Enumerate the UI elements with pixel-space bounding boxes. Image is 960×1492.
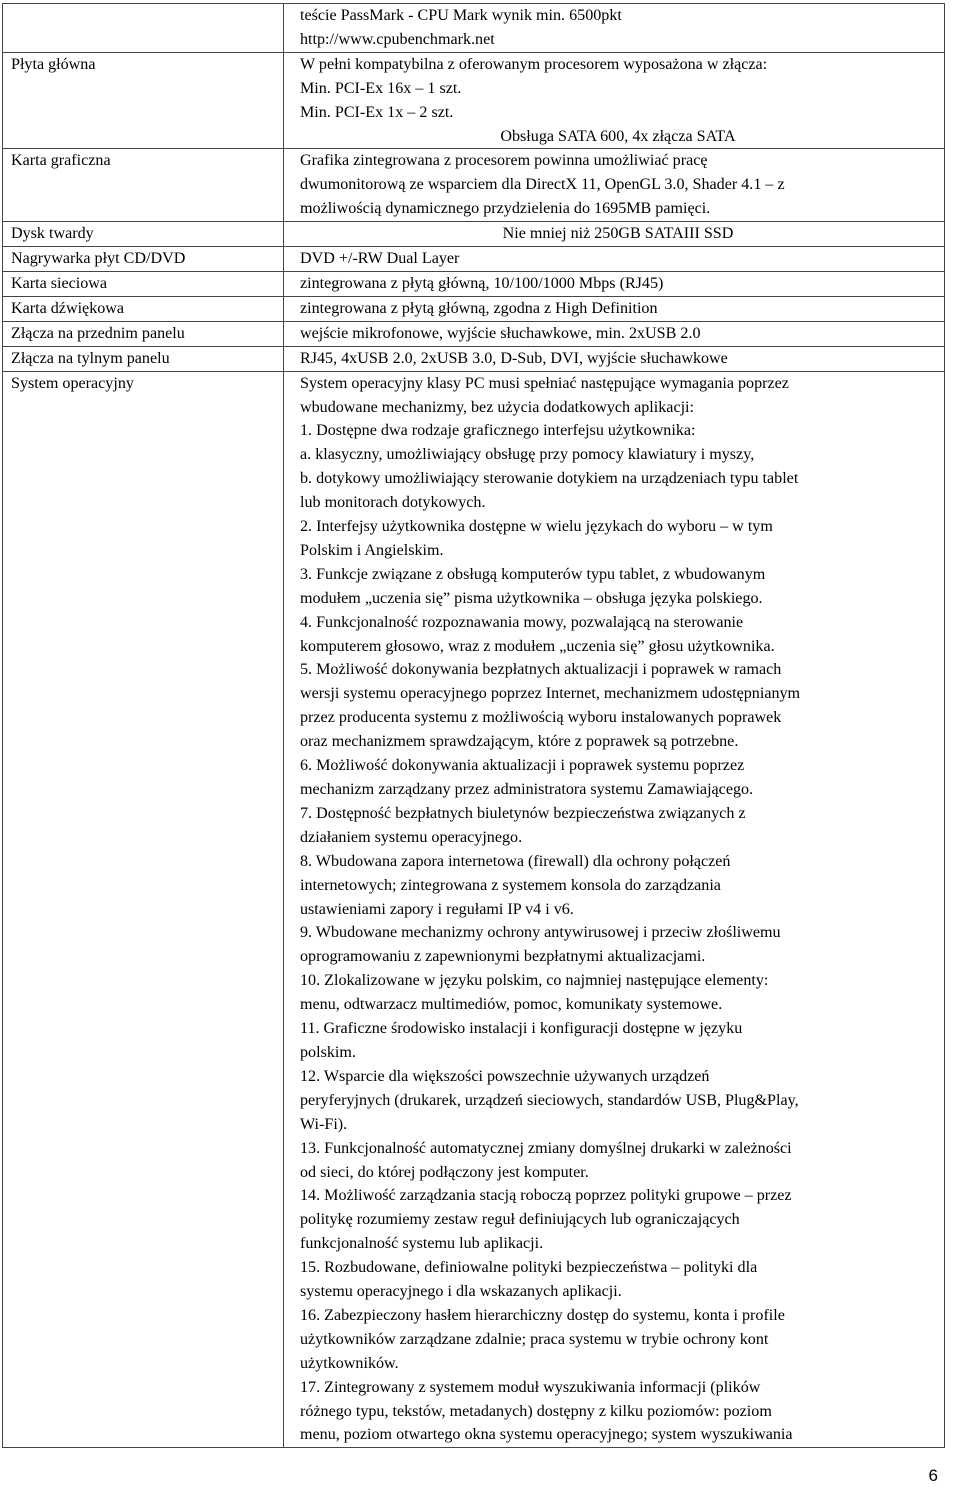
spec-value-line: 15. Rozbudowane, definiowalne polityki bezpieczeństwa – polityki dla xyxy=(300,1259,758,1277)
spec-value xyxy=(284,149,945,222)
spec-label: Dysk twardy xyxy=(3,222,284,247)
spec-value-line: wersji systemu operacyjnego poprzez Internet, mechanizmem udostępnianym xyxy=(300,685,801,703)
spec-label: Karta graficzna xyxy=(3,149,284,222)
spec-value-line: 14. Możliwość zarządzania stacją roboczą poprzez polityki grupowe – przez xyxy=(300,1187,792,1205)
spec-value xyxy=(284,321,945,346)
spec-value-line: zintegrowana z płytą główną, 10/100/1000 Mbps (RJ45) xyxy=(300,274,664,292)
spec-label xyxy=(3,4,284,53)
spec-row xyxy=(3,222,945,247)
spec-value xyxy=(284,371,945,1448)
spec-label: Karta dźwiękowa xyxy=(3,296,284,321)
spec-value-line: lub monitorach dotykowych. xyxy=(300,494,486,512)
spec-value-line: systemu operacyjnego i dla wskazanych aplikacji. xyxy=(300,1283,622,1301)
spec-value-line: W pełni kompatybilna z oferowanym procesorem wyposażona w złącza: xyxy=(300,55,768,73)
spec-value-line: 9. Wbudowane mechanizmy ochrony antywirusowej i przeciw złośliwemu xyxy=(300,924,781,942)
spec-row xyxy=(3,271,945,296)
spec-value xyxy=(284,296,945,321)
spec-value-line: wbudowane mechanizmy, bez użycia dodatkowych aplikacji: xyxy=(300,398,694,416)
spec-row xyxy=(3,296,945,321)
spec-value-line: różnego typu, tekstów, metadanych) dostępny z kilku poziomów: poziom xyxy=(300,1402,772,1420)
spec-value-line: teście PassMark - CPU Mark wynik min. 6500pkt xyxy=(300,7,622,24)
spec-value-line: dwumonitorową ze wsparciem dla DirectX 11, OpenGL 3.0, Shader 4.1 – z xyxy=(300,176,785,194)
spec-label: Złącza na przednim panelu xyxy=(3,321,284,346)
spec-value-line: Grafika zintegrowana z procesorem powinna umożliwiać pracę xyxy=(300,152,708,170)
spec-value xyxy=(284,4,945,53)
spec-label: Karta sieciowa xyxy=(3,271,284,296)
spec-value-line: komputerem głosowo, wraz z modułem „uczenia się” głosu użytkownika. xyxy=(300,637,775,655)
spec-label: Złącza na tylnym panelu xyxy=(3,346,284,371)
spec-label: Płyta główna xyxy=(3,52,284,149)
spec-value xyxy=(284,346,945,371)
spec-value-line: użytkowników. xyxy=(300,1354,399,1372)
spec-value-line: 2. Interfejsy użytkownika dostępne w wielu językach do wyboru – w tym xyxy=(300,518,773,536)
spec-value-line: Obsługa SATA 600, 4x złącza SATA xyxy=(500,127,736,145)
spec-value-line: internetowych; zintegrowana z systemem konsola do zarządzania xyxy=(300,876,721,894)
spec-value-line: wejście mikrofonowe, wyjście słuchawkowe, min. 2xUSB 2.0 xyxy=(300,324,701,342)
spec-value-line: ustawieniami zapory i regułami IP v4 i v6. xyxy=(300,900,574,918)
spec-row xyxy=(3,4,945,53)
spec-value-line: oraz mechanizmem sprawdzającym, które z poprawek są potrzebne. xyxy=(300,733,739,751)
spec-row xyxy=(3,371,945,1448)
spec-value-line: System operacyjny klasy PC musi spełniać następujące wymagania poprzez xyxy=(300,374,789,392)
spec-value xyxy=(284,222,945,247)
spec-value-line: 5. Możliwość dokonywania bezpłatnych aktualizacji i poprawek w ramach xyxy=(300,661,782,679)
spec-value-line: 11. Graficzne środowisko instalacji i konfiguracji dostępne w języku xyxy=(300,1020,743,1038)
specification-table xyxy=(2,3,945,1448)
spec-value-line: modułem „uczenia się” pisma użytkownika – obsługa języka polskiego. xyxy=(300,589,763,607)
spec-value-line: b. dotykowy umożliwiający sterowanie dotykiem na urządzeniach typu tablet xyxy=(300,470,799,488)
spec-row xyxy=(3,52,945,149)
spec-value-line: menu, odtwarzacz multimediów, pomoc, komunikaty systemowe. xyxy=(300,996,723,1014)
spec-value-line: 12. Wsparcie dla większości powszechnie używanych urządzeń xyxy=(300,1067,710,1085)
spec-value-line: menu, poziom otwartego okna systemu operacyjnego; system wyszukiwania xyxy=(300,1426,793,1444)
spec-value-line: 4. Funkcjonalność rozpoznawania mowy, pozwalającą na sterowanie xyxy=(300,613,744,631)
spec-value xyxy=(284,52,945,149)
page-number: 6 xyxy=(928,1466,938,1485)
spec-label: Nagrywarka płyt CD/DVD xyxy=(3,247,284,272)
spec-value-line: polskim. xyxy=(300,1043,356,1061)
spec-value-line: możliwością dynamicznego przydzielenia do 1695MB pamięci. xyxy=(300,200,711,218)
spec-value-line: DVD +/-RW Dual Layer xyxy=(300,250,460,268)
spec-row xyxy=(3,149,945,222)
spec-value-line: Wi-Fi). xyxy=(300,1115,348,1133)
spec-value-line: 17. Zintegrowany z systemem moduł wyszukiwania informacji (plików xyxy=(300,1378,761,1396)
spec-value-line: działaniem systemu operacyjnego. xyxy=(300,828,523,846)
spec-value-line: 13. Funkcjonalność automatycznej zmiany domyślnej drukarki w zależności xyxy=(300,1139,792,1157)
spec-value-line: Nie mniej niż 250GB SATAIII SSD xyxy=(502,225,734,243)
spec-value-line: 7. Dostępność bezpłatnych biuletynów bezpieczeństwa związanych z xyxy=(300,804,746,822)
spec-value-line: http://www.cpubenchmark.net xyxy=(300,30,495,48)
spec-value-line: peryferyjnych (drukarek, urządzeń sieciowych, standardów USB, Plug&Play, xyxy=(300,1091,799,1109)
spec-value-line: Min. PCI-Ex 16x – 1 szt. xyxy=(300,79,462,97)
spec-value-line: 8. Wbudowana zapora internetowa (firewall) dla ochrony połączeń xyxy=(300,852,731,870)
spec-value-line: 3. Funkcje związane z obsługą komputerów typu tablet, z wbudowanym xyxy=(300,565,766,583)
spec-value-line: 16. Zabezpieczony hasłem hierarchiczny dostęp do systemu, konta i profile xyxy=(300,1306,785,1324)
specification-table-body xyxy=(3,4,945,1448)
spec-value-line: mechanizm zarządzany przez administratora systemu Zamawiającego. xyxy=(300,781,754,798)
spec-row xyxy=(3,346,945,371)
spec-value-line: od sieci, do której podłączony jest komputer. xyxy=(300,1163,589,1181)
spec-value xyxy=(284,247,945,272)
spec-value-line: zintegrowana z płytą główną, zgodna z High Definition xyxy=(300,299,658,317)
spec-row xyxy=(3,247,945,272)
spec-row xyxy=(3,321,945,346)
spec-value-line: 10. Zlokalizowane w języku polskim, co najmniej następujące elementy: xyxy=(300,972,769,990)
spec-value xyxy=(284,271,945,296)
spec-value-line: 6. Możliwość dokonywania aktualizacji i poprawek systemu poprzez xyxy=(300,757,745,775)
spec-value-line: Polskim i Angielskim. xyxy=(300,541,444,559)
spec-label: System operacyjny xyxy=(3,371,284,1448)
spec-value-line: politykę rozumiemy zestaw reguł definiujących lub ograniczających xyxy=(300,1211,740,1229)
spec-value-line: przez producenta systemu z możliwością wyboru instalowanych poprawek xyxy=(300,709,782,727)
spec-value-line: RJ45, 4xUSB 2.0, 2xUSB 3.0, D-Sub, DVI, wyjście słuchawkowe xyxy=(300,349,728,367)
spec-value-line: użytkowników zarządzane zdalnie; praca systemu w trybie ochrony kont xyxy=(300,1330,769,1348)
spec-value-line: a. klasyczny, umożliwiający obsługę przy pomocy klawiatury i myszy, xyxy=(300,446,755,464)
spec-value-line: funkcjonalność systemu lub aplikacji. xyxy=(300,1235,544,1253)
spec-value-line: Min. PCI-Ex 1x – 2 szt. xyxy=(300,103,454,121)
spec-value-line: oprogramowaniu z zapewnionymi bezpłatnymi aktualizacjami. xyxy=(300,948,706,966)
spec-value-line: 1. Dostępne dwa rodzaje graficznego interfejsu użytkownika: xyxy=(300,422,696,440)
